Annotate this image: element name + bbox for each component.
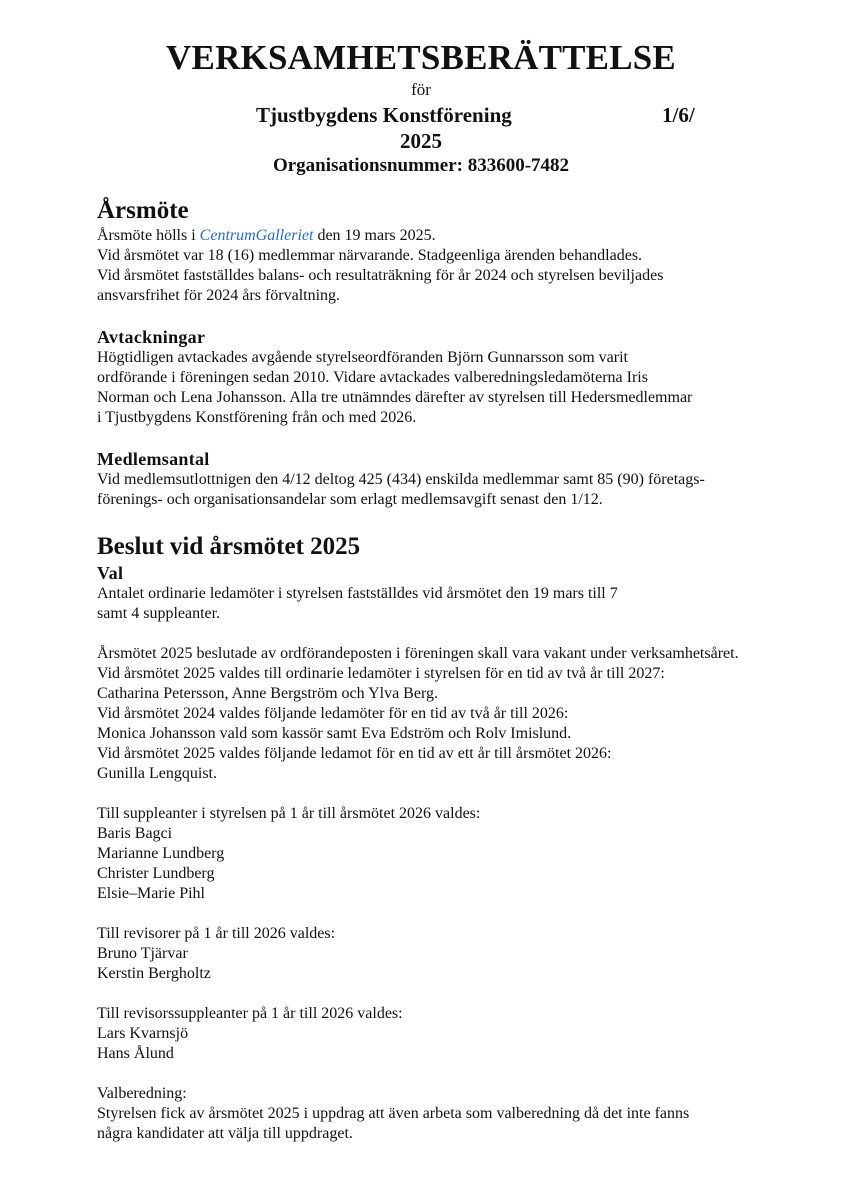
paragraph-line: ansvarsfrihet för 2024 års förvaltning.: [97, 287, 341, 304]
section-heading: Beslut vid årsmötet 2025: [97, 533, 361, 560]
venue-link[interactable]: CentrumGalleriet: [199, 227, 314, 244]
section-medlemsantal: [97, 448, 817, 510]
paragraph-line: Högtidligen avtackades avgående styrelseordföranden Björn Gunnarsson som varit: [97, 349, 628, 366]
revisorssuppleanter-block: [97, 1004, 817, 1064]
list-item: Marianne Lundberg: [97, 845, 225, 862]
list-item: Baris Bagci: [97, 825, 173, 842]
section-arsmote: [97, 196, 817, 306]
paragraph-line: förenings- och organisationsandelar som erlagt medlemsavgift senast den 1/12.: [97, 491, 603, 508]
paragraph-line: Vid årsmötet fastställdes balans- och resultaträkning för år 2024 och styrelsen beviljades: [97, 267, 664, 284]
list-intro: Till revisorer på 1 år till 2026 valdes:: [97, 925, 336, 942]
list-item: Hans Ålund: [97, 1045, 174, 1062]
suppleanter-block: [97, 804, 817, 904]
report-year: 2025: [400, 129, 442, 153]
paragraph-line: Norman och Lena Johansson. Alla tre utnämndes därefter av styrelsen till Hedersmedlemmar: [97, 389, 693, 406]
paragraph-line: ordförande i föreningen sedan 2010. Vidare avtackades valberedningsledamöterna Iris: [97, 369, 648, 386]
document-body: [97, 196, 817, 1144]
paragraph-line: Antalet ordinarie ledamöter i styrelsen fastställdes vid årsmötet den 19 mars till 7: [97, 585, 618, 602]
list-intro: Till revisorssuppleanter på 1 år till 2026 valdes:: [97, 1005, 403, 1022]
paragraph-line: Catharina Petersson, Anne Bergström och Ylva Berg.: [97, 685, 438, 702]
organization-number: Organisationsnummer: 833600-7482: [272, 155, 570, 176]
subsection-heading: Avtackningar: [97, 327, 206, 347]
paragraph-line: Styrelsen fick av årsmötet 2025 i uppdrag att även arbeta som valberedning då det inte fanns: [97, 1105, 690, 1122]
list-item: Lars Kvarnsjö: [97, 1025, 189, 1042]
paragraph-line: Årsmötet 2025 beslutade av ordförandeposten i föreningen skall vara vakant under verksamhetsåret.: [97, 645, 739, 662]
paragraph-line: Monica Johansson vald som kassör samt Eva Edström och Rolv Imislund.: [97, 725, 572, 742]
subsection-heading: Val: [97, 563, 124, 583]
list-item: Bruno Tjärvar: [97, 945, 188, 962]
paragraph-line: samt 4 suppleanter.: [97, 605, 221, 622]
valberedning-block: [97, 1084, 817, 1144]
list-intro: Valberedning:: [97, 1085, 187, 1102]
paragraph-line: Vid årsmötet var 18 (16) medlemmar närvarande. Stadgeenliga ärenden behandlades.: [97, 247, 643, 264]
paragraph-line: Gunilla Lengquist.: [97, 765, 217, 782]
paragraph-line: [97, 226, 817, 246]
organization-name: Tjustbygdens Konstförening: [256, 103, 512, 127]
document-title: VERKSAMHETSBERÄTTELSE: [166, 38, 676, 77]
list-intro: Till suppleanter i styrelsen på 1 år till årsmötet 2026 valdes:: [97, 805, 481, 822]
paragraph-line: Vid medlemsutlottnigen den 4/12 deltog 425 (434) enskilda medlemmar samt 85 (90) företags-: [97, 471, 705, 488]
paragraph-line: Vid årsmötet 2025 valdes till ordinarie ledamöter i styrelsen för en tid av två år till 2027:: [97, 665, 665, 682]
paragraph-line: några kandidater att välja till uppdraget.: [97, 1125, 353, 1142]
page-number: 1/6/: [662, 103, 695, 127]
section-beslut: [97, 532, 817, 1144]
for-label: för: [411, 80, 431, 99]
list-item: Christer Lundberg: [97, 865, 215, 882]
text: Årsmöte hölls i: [97, 227, 200, 244]
list-item: Kerstin Bergholtz: [97, 965, 211, 982]
revisorer-block: [97, 924, 817, 984]
text: den 19 mars 2025.: [313, 227, 436, 244]
list-item: Elsie–Marie Pihl: [97, 885, 205, 902]
paragraph-line: i Tjustbygdens Konstförening från och med 2026.: [97, 409, 417, 426]
section-heading: Årsmöte: [97, 197, 189, 224]
paragraph-line: Vid årsmötet 2025 valdes följande ledamot för en tid av ett år till årsmötet 2026:: [97, 745, 612, 762]
paragraph-line: Vid årsmötet 2024 valdes följande ledamöter för en tid av två år till 2026:: [97, 705, 569, 722]
subsection-heading: Medlemsantal: [97, 449, 210, 469]
section-avtackningar: [97, 326, 817, 428]
